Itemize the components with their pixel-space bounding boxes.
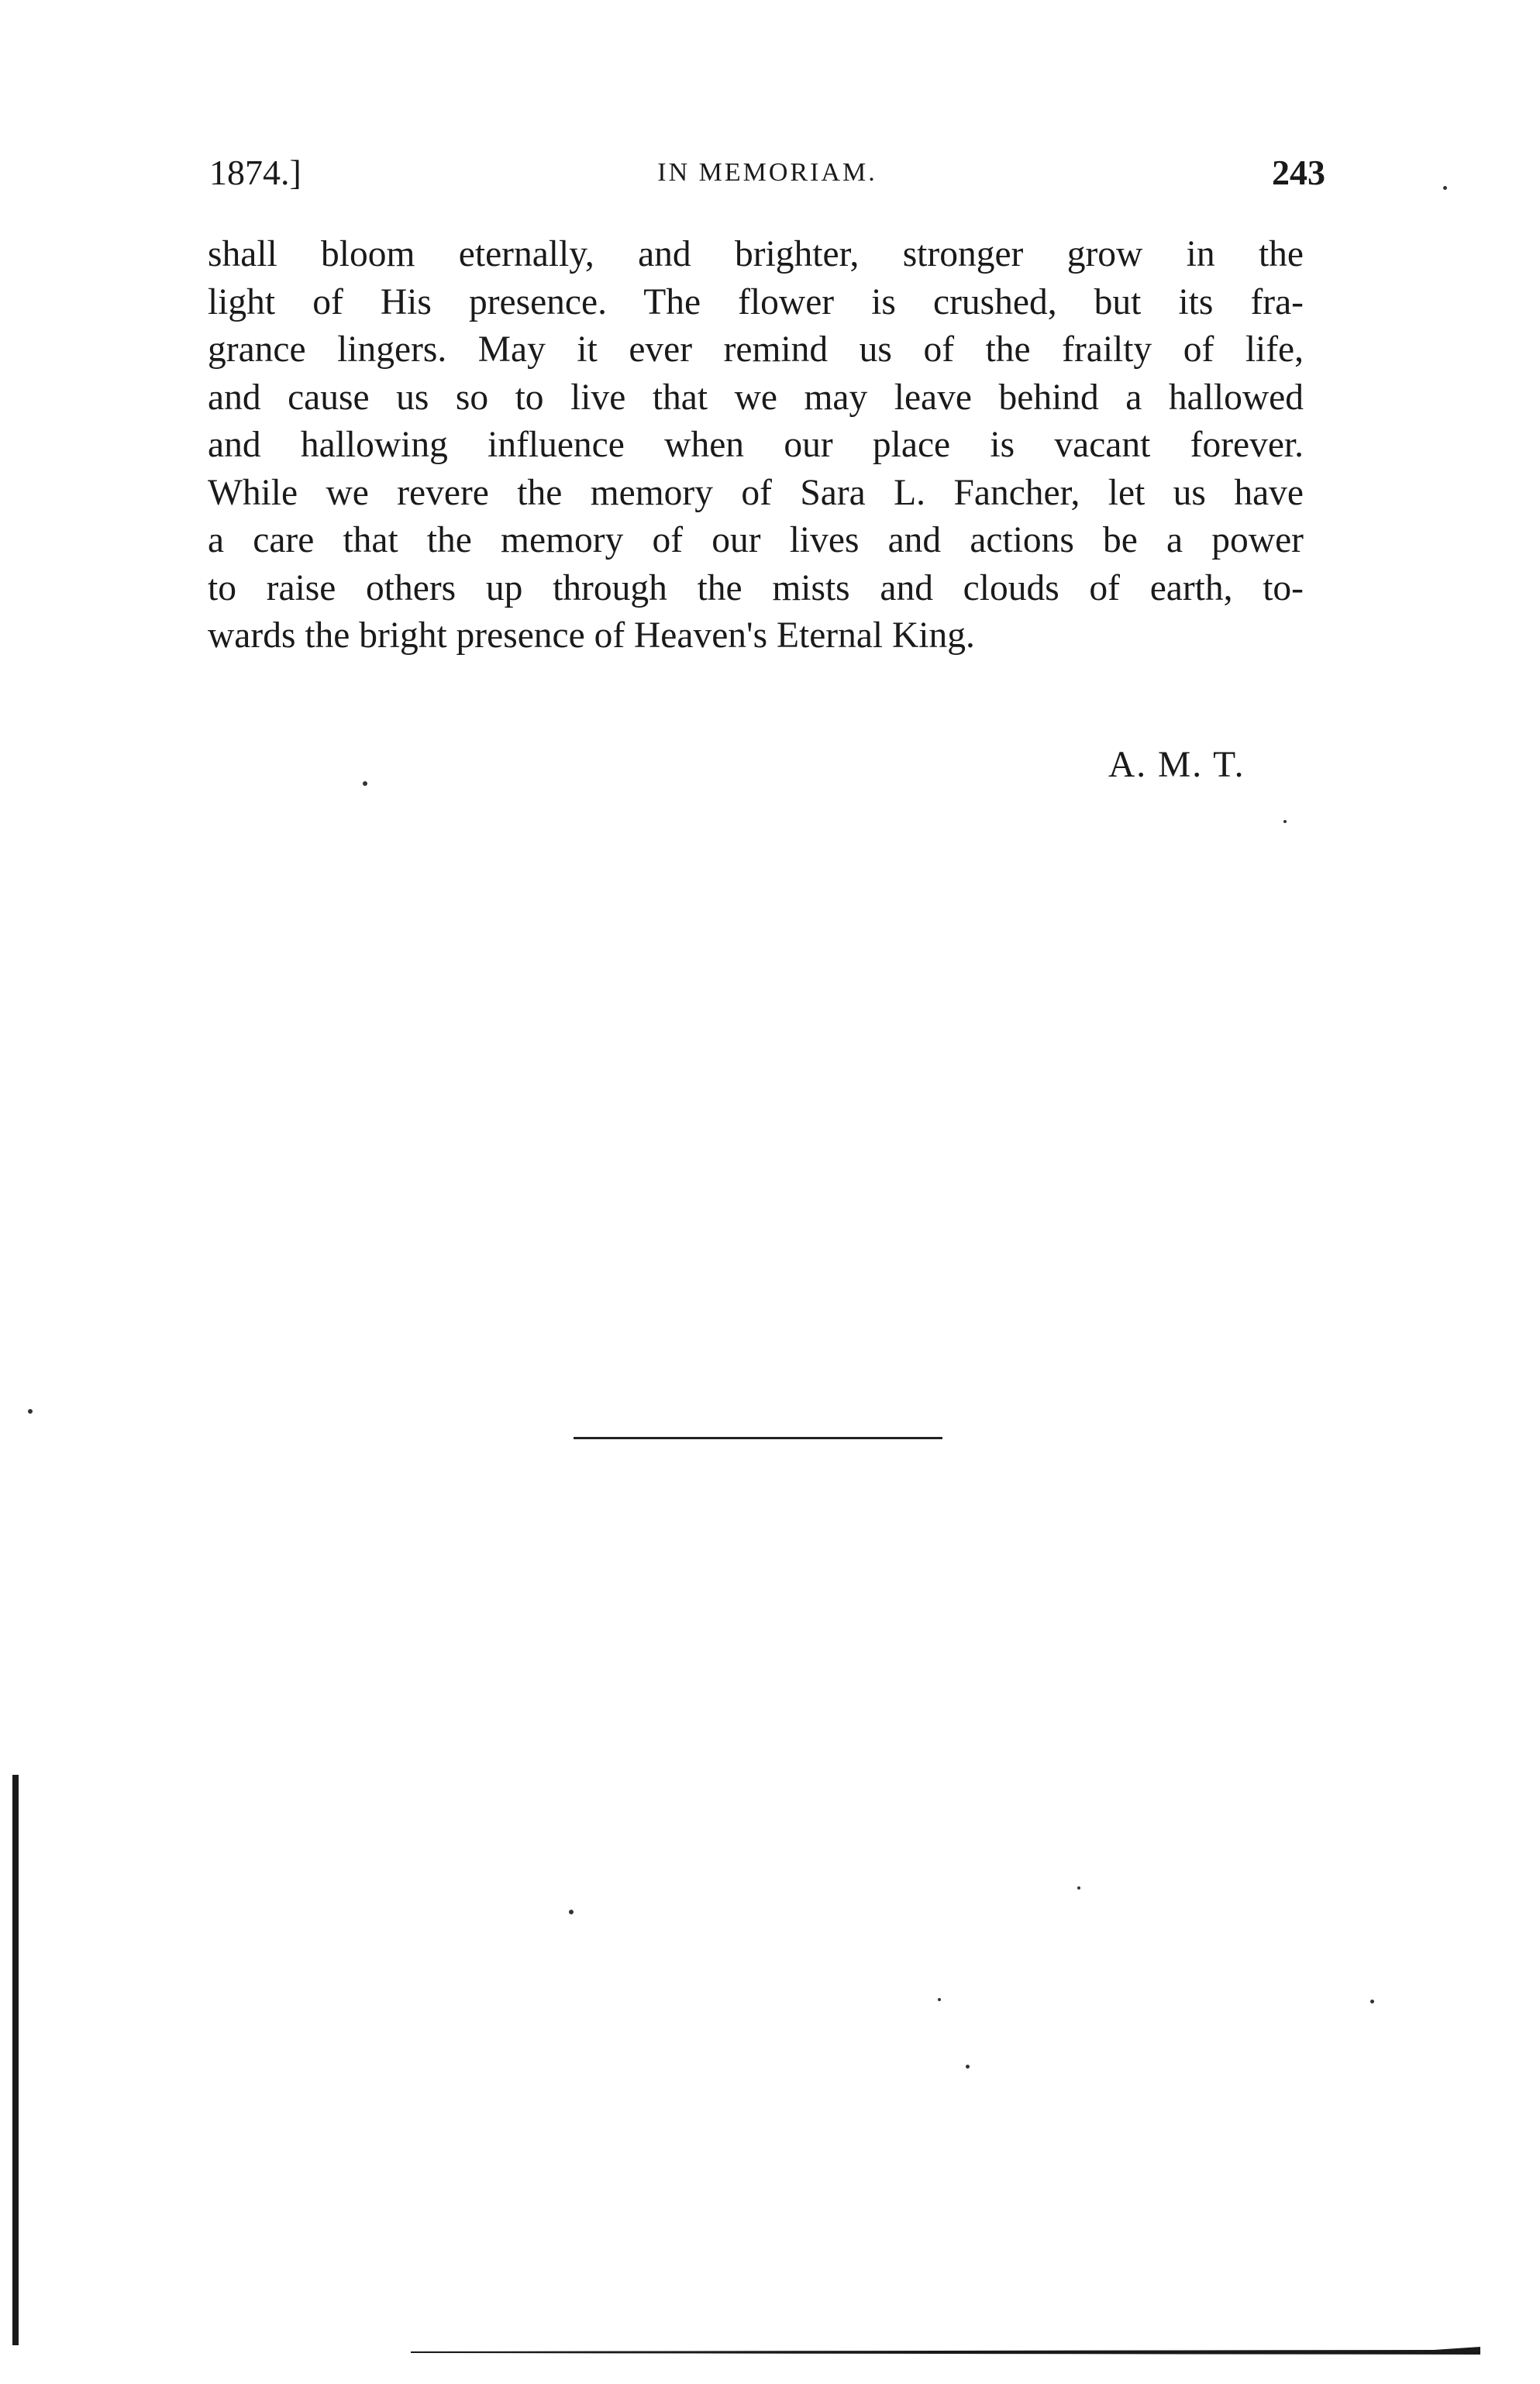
text-line: grance lingers. May it ever remind us of the frailty of life, xyxy=(208,329,1304,370)
scan-speck xyxy=(363,781,367,786)
text-line: shall bloom eternally, and brighter, stronger grow in the xyxy=(208,234,1304,274)
scan-speck xyxy=(1077,1886,1080,1890)
page-number: 243 xyxy=(1272,153,1325,192)
body-paragraph xyxy=(208,231,1304,660)
scan-margin-shadow xyxy=(12,1775,19,2345)
text-line: light of His presence. The flower is crushed, but its fra- xyxy=(208,281,1304,322)
scan-speck xyxy=(1443,186,1447,190)
running-head-year: 1874.] xyxy=(209,153,301,192)
running-head xyxy=(209,152,1325,198)
text-line: a care that the memory of our lives and actions be a power xyxy=(208,520,1304,560)
author-signature: A. M. T. xyxy=(1108,745,1245,785)
running-head-title: IN MEMORIAM. xyxy=(657,158,877,187)
scan-speck xyxy=(966,2065,970,2069)
text-line: and cause us so to live that we may leave behind a hallowed xyxy=(208,377,1304,418)
scan-speck xyxy=(938,1998,941,2001)
scan-speck xyxy=(1370,2000,1374,2003)
text-line: While we revere the memory of Sara L. Fancher, let us have xyxy=(208,472,1304,513)
scan-speck xyxy=(569,1910,574,1914)
text-line: wards the bright presence of Heaven's Eternal King. xyxy=(208,615,975,656)
scan-speck xyxy=(28,1409,33,1414)
text-line: and hallowing influence when our place is vacant forever. xyxy=(208,425,1304,465)
text-line: to raise others up through the mists and clouds of earth, to- xyxy=(208,567,1304,608)
bottom-edge-rule xyxy=(411,2347,1480,2355)
section-divider-rule xyxy=(574,1437,942,1439)
scan-speck xyxy=(1283,820,1287,823)
